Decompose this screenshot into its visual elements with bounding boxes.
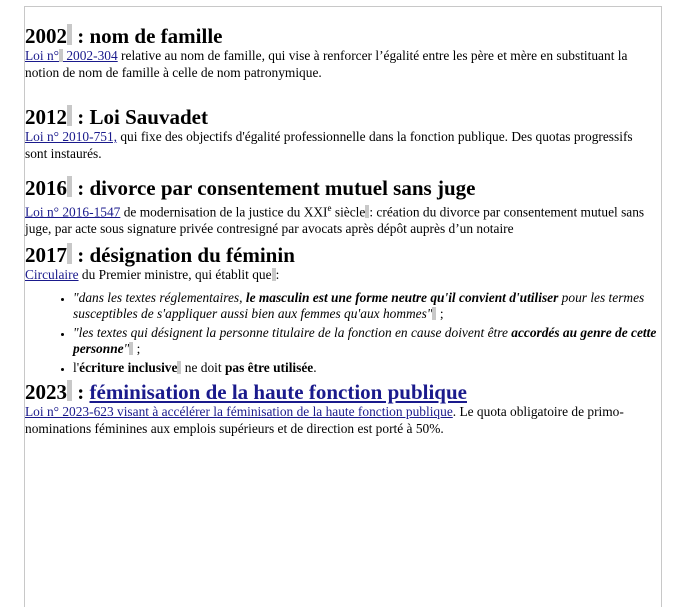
section-heading [25, 24, 657, 48]
heading-title: : Loi Sauvadet [77, 105, 208, 129]
paragraph-text: . Le quota obligatoire de primo-nominations féminines aux emplois supérieurs et de direction est porté à 50%. [25, 404, 624, 436]
paragraph-text: du Premier ministre, qui établit que [78, 267, 272, 283]
list-item: • "dans les textes réglementaires, le masculin est une forme neutre qu'il convient d'utiliser pour les termes susceptibles de s'appliquer aussi bien aux femmes qu'aux hommes" ; [73, 290, 657, 323]
heading-title: : divorce par consentement mutuel sans juge [77, 176, 476, 200]
section-heading [25, 380, 657, 404]
list-item: • "les textes qui désignent la personne titulaire de la fonction en cause doivent être accordés au genre de cette personne" ; [73, 325, 657, 358]
paragraph-text: relative au nom de famille, qui vise à renforcer l’égalité entre les père et mère en substituant la notion de nom de famille à celle de nom patronymique. [25, 48, 628, 80]
heading-year: 2002 [25, 24, 67, 48]
list-item: • l'écriture inclusive ne doit pas être utilisée. [73, 360, 657, 377]
heading-title: : désignation du féminin [77, 243, 295, 268]
bullet-list [25, 290, 657, 377]
superscript: e [327, 203, 332, 213]
paragraph-text: qui fixe des objectifs d'égalité professionnelle dans la fonction publique. Des quotas progressifs sont instaurés. [25, 129, 633, 161]
section-heading [25, 243, 657, 267]
heading-year: 2017 [25, 243, 67, 268]
section-2017 [25, 243, 657, 376]
section-2002 [25, 24, 657, 81]
section-heading [25, 105, 657, 129]
paragraph-text: : création du divorce par consentement mutuel sans juge, par acte sous signature privée contresigné par avocats après dépôt auprès d’un notaire [25, 204, 645, 236]
law-link[interactable]: Loi n° 2002-304 [25, 48, 118, 63]
section-2016 [25, 176, 657, 237]
section-2023 [25, 380, 657, 437]
heading-year: 2016 [25, 176, 67, 200]
document-body [25, 24, 657, 437]
heading-year: 2023 [25, 380, 67, 405]
law-link[interactable]: Loi n° 2010-751, [25, 129, 118, 144]
paragraph-text: : [275, 267, 280, 283]
heading-link[interactable]: féminisation de la haute fonction publique [89, 380, 467, 405]
section-heading [25, 176, 657, 200]
section-paragraph [25, 200, 657, 237]
law-link[interactable]: Loi n° 2016-1547 [25, 204, 121, 220]
section-paragraph [25, 48, 657, 81]
paragraph-text: de modernisation de la justice du XXI [120, 204, 328, 220]
paragraph-text: siècle [331, 204, 366, 220]
heading-title: : nom de famille [77, 24, 223, 48]
section-2012 [25, 105, 657, 162]
circulaire-link[interactable]: Circulaire [25, 267, 79, 283]
heading-separator: : [77, 380, 90, 405]
heading-year: 2012 [25, 105, 67, 129]
section-paragraph [25, 404, 657, 437]
section-paragraph [25, 267, 657, 284]
law-link[interactable]: Loi n° 2023-623 visant à accélérer la féminisation de la haute fonction publique [25, 404, 453, 420]
section-paragraph [25, 129, 657, 162]
